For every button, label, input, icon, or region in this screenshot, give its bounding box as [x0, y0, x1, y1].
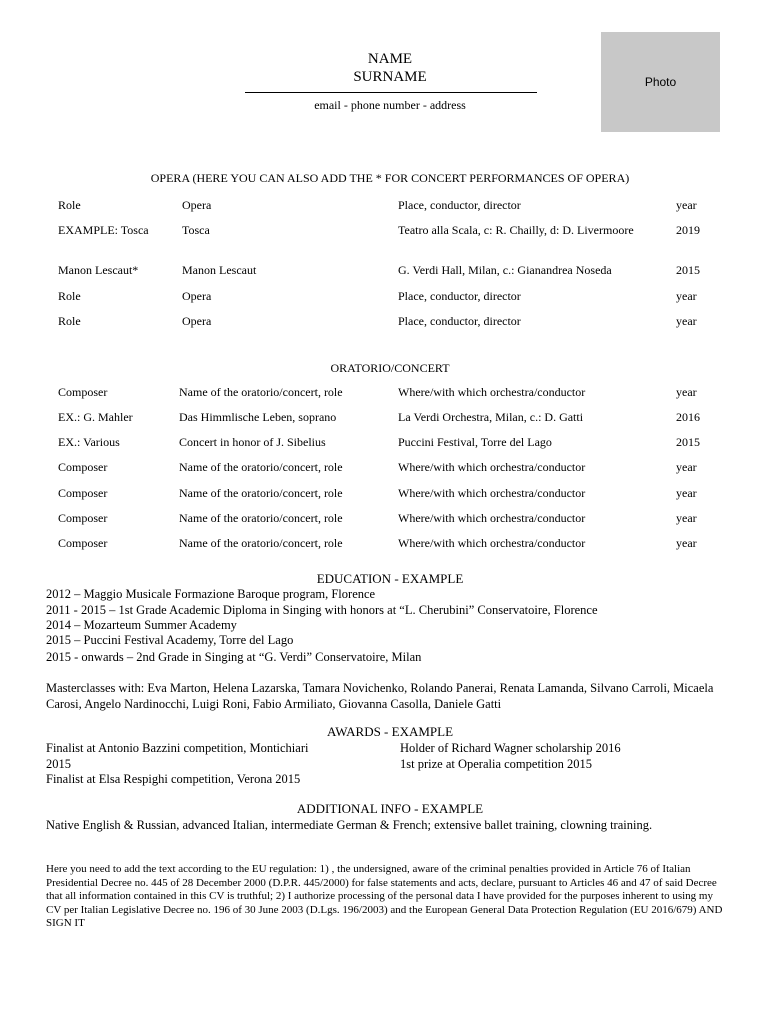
name-block	[240, 50, 540, 86]
surname-text: SURNAME	[353, 69, 427, 85]
photo-placeholder	[601, 32, 720, 132]
oratorio-cell: 2016	[676, 410, 700, 424]
opera-cell: Place, conductor, director	[398, 289, 521, 303]
opera-cell: Role	[58, 314, 81, 328]
oratorio-cell: Puccini Festival, Torre del Lago	[398, 435, 552, 449]
opera-section-title: OPERA (HERE YOU CAN ALSO ADD THE * FOR CONCERT PERFORMANCES OF OPERA)	[150, 171, 630, 185]
opera-cell: Role	[58, 198, 81, 212]
oratorio-section-title: ORATORIO/CONCERT	[330, 361, 450, 375]
award-item: Finalist at Elsa Respighi competition, Verona 2015	[46, 772, 301, 786]
education-item: 2014 – Mozarteum Summer Academy	[46, 618, 237, 632]
oratorio-cell: Das Himmlische Leben, soprano	[179, 410, 337, 424]
opera-cell: year	[676, 289, 697, 303]
oratorio-cell: Name of the oratorio/concert, role	[179, 385, 343, 399]
oratorio-cell: year	[676, 460, 697, 474]
name-text: NAME	[367, 51, 413, 67]
opera-cell: Place, conductor, director	[398, 314, 521, 328]
oratorio-cell: Composer	[58, 511, 108, 525]
oratorio-cell: La Verdi Orchestra, Milan, c.: D. Gatti	[398, 410, 584, 424]
oratorio-cell: Composer	[58, 385, 108, 399]
opera-cell: year	[676, 198, 697, 212]
opera-cell: Manon Lescaut	[182, 263, 257, 277]
oratorio-cell: Composer	[58, 486, 108, 500]
education-item: 2015 – Puccini Festival Academy, Torre del Lago	[46, 633, 294, 647]
oratorio-cell: EX.: G. Mahler	[58, 410, 133, 424]
oratorio-cell: Name of the oratorio/concert, role	[179, 536, 343, 550]
opera-cell: EXAMPLE: Tosca	[58, 223, 149, 237]
contact-line: email - phone number - address	[314, 98, 466, 112]
award-item: 1st prize at Operalia competition 2015	[400, 757, 592, 771]
opera-cell: G. Verdi Hall, Milan, c.: Gianandrea Noseda	[398, 263, 612, 277]
opera-cell: Place, conductor, director	[398, 198, 521, 212]
oratorio-cell: EX.: Various	[58, 435, 120, 449]
opera-cell: Opera	[182, 289, 212, 303]
oratorio-cell: Name of the oratorio/concert, role	[179, 460, 343, 474]
opera-cell: Opera	[182, 314, 212, 328]
oratorio-cell: Where/with which orchestra/conductor	[398, 511, 586, 525]
oratorio-cell: 2015	[676, 435, 700, 449]
additional-section-title: ADDITIONAL INFO - EXAMPLE	[296, 801, 484, 816]
oratorio-cell: Where/with which orchestra/conductor	[398, 536, 586, 550]
opera-cell: 2015	[676, 263, 700, 277]
oratorio-cell: Where/with which orchestra/conductor	[398, 460, 586, 474]
award-item: Holder of Richard Wagner scholarship 2016	[400, 741, 621, 755]
opera-cell: year	[676, 314, 697, 328]
oratorio-cell: year	[676, 536, 697, 550]
education-section-title: EDUCATION - EXAMPLE	[316, 571, 464, 586]
photo-label: Photo	[644, 75, 677, 89]
header-divider	[245, 92, 537, 93]
education-item: 2012 – Maggio Musicale Formazione Baroque program, Florence	[46, 587, 376, 601]
oratorio-cell: Composer	[58, 460, 108, 474]
education-item: 2011 - 2015 – 1st Grade Academic Diploma in Singing with honors at “L. Cherubini” Conservatoire, Florence	[46, 603, 598, 617]
opera-cell: Teatro alla Scala, c: R. Chailly, d: D. Livermoore	[398, 223, 634, 237]
opera-cell: Tosca	[182, 223, 210, 237]
oratorio-cell: year	[676, 511, 697, 525]
legal-declaration-text: Here you need to add the text according to the EU regulation: 1) , the undersigned, aware of the criminal penalties provided in Article 76 of Italian Presidential Decree no. 445 of 28 December 2000 (D.P.R. 445/2000) for false statements and acts, declare, pursuant to Articles 46 and 47 of said Decree that all information contained in this CV is truthful; 2) I authorize processing of the personal data I have provided for the purposes inherent to using my CV per Italian Legislative Decree no. 196 of 30 June 2003 (D.Lgs. 196/2003) and the European General Data Protection Regulation (EU 2016/679) AND SIGN IT	[46, 863, 723, 929]
additional-info-text: Native English & Russian, advanced Italian, intermediate German & French; extensive ballet training, clowning training.	[46, 818, 653, 832]
oratorio-cell: Concert in honor of J. Sibelius	[179, 435, 326, 449]
masterclasses-text: Masterclasses with: Eva Marton, Helena Lazarska, Tamara Novichenko, Rolando Panerai, Renata Lamanda, Silvano Carroli, Micaela Carosi, Angelo Nardinocchi, Luigi Roni, Fabio Armiliato, Giovanna Casolla, Daniele Gatti	[46, 681, 714, 711]
award-item: Finalist at Antonio Bazzini competition, Montichiari	[46, 741, 309, 755]
education-item: 2015 - onwards – 2nd Grade in Singing at “G. Verdi” Conservatoire, Milan	[46, 650, 422, 664]
opera-cell: Role	[58, 289, 81, 303]
opera-cell: Opera	[182, 198, 212, 212]
oratorio-cell: Name of the oratorio/concert, role	[179, 486, 343, 500]
oratorio-cell: Composer	[58, 536, 108, 550]
opera-cell: Manon Lescaut*	[58, 263, 139, 277]
oratorio-cell: Where/with which orchestra/conductor	[398, 486, 586, 500]
award-item-year: 2015	[46, 757, 71, 771]
opera-cell: 2019	[676, 223, 700, 237]
oratorio-cell: year	[676, 486, 697, 500]
awards-section-title: AWARDS - EXAMPLE	[326, 724, 454, 739]
oratorio-cell: year	[676, 385, 697, 399]
oratorio-cell: Name of the oratorio/concert, role	[179, 511, 343, 525]
oratorio-cell: Where/with which orchestra/conductor	[398, 385, 586, 399]
